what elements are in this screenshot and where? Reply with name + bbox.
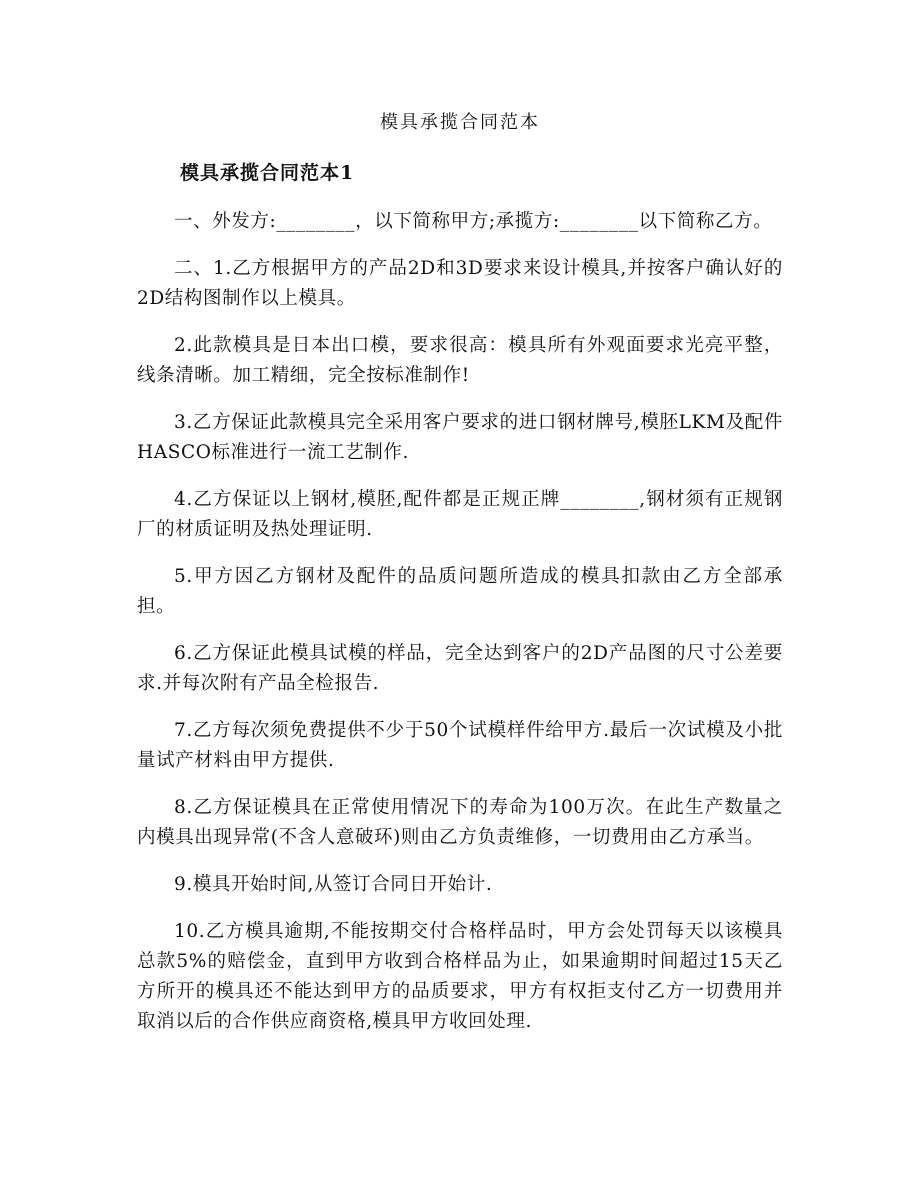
clause-paragraph: 二、1.乙方根据甲方的产品2D和3D要求来设计模具,并按客户确认好的2D结构图制作以上模具。 [137, 258, 783, 309]
document-title: 模具承揽合同范本 [380, 112, 540, 133]
clause-paragraph: 7.乙方每次须免费提供不少于50个试模样件给甲方.最后一次试模及小批量试产材料由甲方提供. [137, 720, 783, 771]
clause-paragraph: 5.甲方因乙方钢材及配件的品质问题所造成的模具扣款由乙方全部承担。 [137, 566, 783, 617]
clause-paragraph: 2.此款模具是日本出口模，要求很高：模具所有外观面要求光亮平整，线条清晰。加工精细，完全按标准制作! [137, 335, 783, 386]
clause-paragraph: 6.乙方保证此模具试模的样品，完全达到客户的2D产品图的尺寸公差要求.并每次附有产品全检报告. [137, 643, 783, 694]
clause-paragraph: 3.乙方保证此款模具完全采用客户要求的进口钢材牌号,模胚LKM及配件HASCO标准进行一流工艺制作. [137, 412, 783, 463]
clause-paragraph: 4.乙方保证以上钢材,模胚,配件都是正规正牌________,钢材须有正规钢厂的材质证明及热处理证明. [137, 489, 783, 540]
section-heading: 模具承揽合同范本1 [180, 162, 355, 184]
clause-paragraph: 一、外发方:________，以下简称甲方;承揽方:________以下简称乙方。 [174, 211, 773, 232]
clause-paragraph: 10.乙方模具逾期,不能按期交付合格样品时，甲方会处罚每天以该模具总款5%的赔偿金，直到甲方收到合格样品为止，如果逾期时间超过15天乙方所开的模具还不能达到甲方的品质要求，甲方有权拒支付乙方一切费用并取消以后的合作供应商资格,模具甲方收回处理. [137, 921, 783, 1032]
contract-body [137, 207, 783, 1054]
clause-paragraph: 9.模具开始时间,从签订合同日开始计. [174, 874, 493, 895]
clause-paragraph: 8.乙方保证模具在正常使用情况下的寿命为100万次。在此生产数量之内模具出现异常(不含人意破环)则由乙方负责维修，一切费用由乙方承当。 [137, 797, 783, 848]
